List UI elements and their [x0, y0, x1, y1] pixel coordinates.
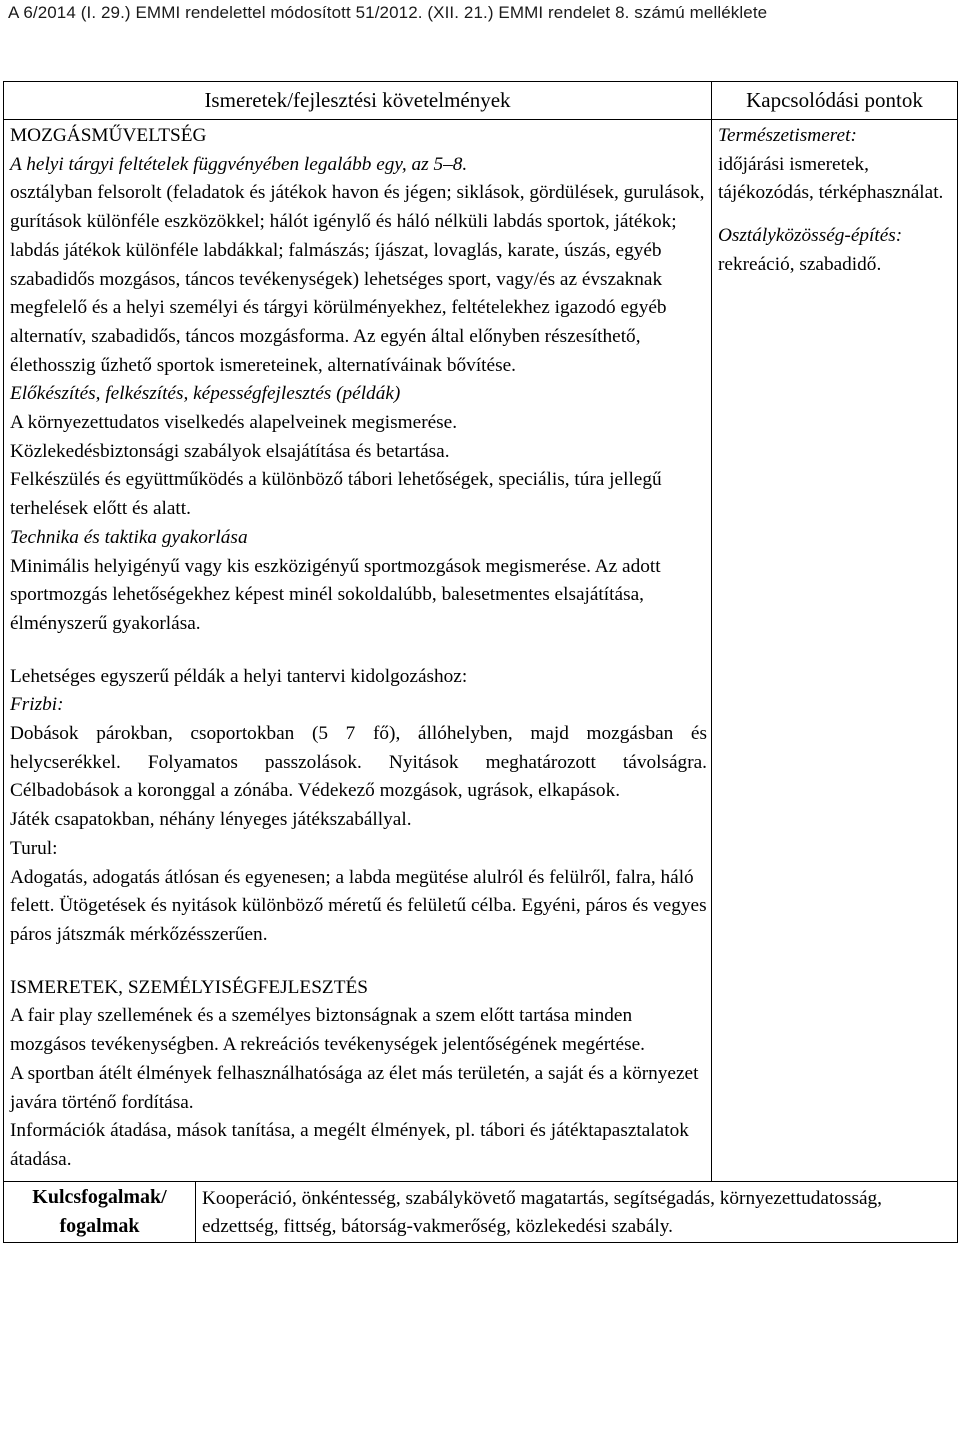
document-header: A 6/2014 (I. 29.) EMMI rendelettel módosított 51/2012. (XII. 21.) EMMI rendelet 8. számú melléklete — [8, 3, 768, 22]
subsection-title-technique: Technika és taktika gyakorlása — [10, 526, 248, 548]
curriculum-table — [3, 81, 958, 1243]
knowledge-paragraph: A fair play szellemének és a személyes biztonságnak a szem előtt tartása minden mozgásos tevékenységben. A rekreációs tevékenységek jelentőségének megértése. — [10, 1005, 645, 1056]
knowledge-paragraph: Információk átadása, mások tanítása, a megélt élmények, pl. tábori és játéktapasztalatok átadása. — [10, 1120, 689, 1170]
col-header-requirements: Ismeretek/fejlesztési követelmények — [4, 82, 712, 120]
turul-label: Turul: — [10, 837, 58, 859]
knowledge-title: ISMERETEK, SZEMÉLYISÉGFEJLESZTÉS — [10, 976, 368, 998]
frizbi-paragraph: Dobások párokban, csoportokban (5 7 fő), állóhelyben, majd mozgásban és helycserékkel. Folyamatos passzolások. Nyitások meghatározott távolságra. Célbadobások a koronggal a zónába. Védekező mozgások, ugrások, elkapások. — [10, 723, 707, 802]
intro-paragraph — [10, 151, 707, 381]
knowledge-paragraph: A sportban átélt élmények felhasználhatósága az élet más területén, a saját és a környezet javára történő fordítása. — [10, 1062, 699, 1113]
keywords-row — [4, 1181, 958, 1242]
preparation-paragraph: Felkészülés és együttműködés a különböző tábori lehetőségek, speciális, túra jellegű terhelések előtt és alatt. — [10, 469, 662, 520]
intro-text: osztályban felsorolt (feladatok és játékok havon és jégen; siklások, gördülések, gurulások, gurítások különféle eszközökkel; hálót igénylő és háló nélküli labdás sportok, játékok; labdás játékok különféle labdákkal; falmászás; íjászat, lovaglás, karate, úszás, egyéb szabadidős mozgásos, táncos tevékenységek) lehetséges sport, vagy/és az évszaknak megfelelő és a helyi személyi és tárgyi körülményekhez, feltételekhez igazodó egyéb alternatív, szabadidős, táncos mozgásforma. Az egyén által előnyben részesíthető, élethosszig űzhető sportok ismereteinek, alternatíváinak bővítése. — [10, 182, 705, 376]
frizbi-paragraph: Játék csapatokban, néhány lényeges játékszabállyal. — [10, 809, 412, 831]
requirements-cell — [4, 120, 712, 1182]
table-content-row — [4, 120, 958, 1182]
connection-text-science: időjárási ismeretek, tájékozódás, térképhasználat. — [718, 153, 944, 204]
keywords-label: Kulcsfogalmak/ fogalmak — [4, 1181, 196, 1242]
intro-italic: A helyi tárgyi feltételek függvényében legalább egy, az 5–8. — [10, 153, 468, 175]
section-title: MOZGÁSMŰVELTSÉG — [10, 125, 207, 146]
connection-label-science: Természetismeret: — [718, 125, 857, 146]
connection-community — [718, 222, 953, 279]
connections-cell — [712, 120, 958, 1182]
connection-text-community: rekreáció, szabadidő. — [718, 253, 882, 275]
subsection-title-preparation: Előkészítés, felkészítés, képességfejlesztés (példák) — [10, 383, 401, 405]
col-header-connections: Kapcsolódási pontok — [712, 82, 958, 120]
table-header-row — [4, 82, 958, 120]
examples-intro: Lehetséges egyszerű példák a helyi tantervi kidolgozáshoz: — [10, 665, 468, 687]
preparation-paragraph: A környezettudatos viselkedés alapelveinek megismerése. — [10, 412, 458, 434]
technique-paragraph: Minimális helyigényű vagy kis eszközigényű sportmozgások megismerése. Az adott sportmozgás lehetőségekhez képest minél sokoldalúbb, balesetmentes elsajátítása, élményszerű gyakorlása. — [10, 555, 661, 634]
keywords-text: Kooperáció, önkéntesség, szabálykövető magatartás, segítségadás, környezettudatosság, edzettség, fittség, bátorság-vakmerőség, közlekedési szabály. — [196, 1181, 958, 1242]
preparation-paragraph: Közlekedésbiztonsági szabályok elsajátítása és betartása. — [10, 440, 450, 462]
frizbi-label: Frizbi: — [10, 694, 64, 716]
connection-label-community: Osztályközösség-építés: — [718, 225, 903, 247]
turul-paragraph: Adogatás, adogatás átlósan és egyenesen; a labda megütése alulról és felülről, falra, háló felett. Ütögetések és nyitások különböző méretű és felületű célba. Egyéni, páros és vegyes páros játszmák mérkőzésszerűen. — [10, 866, 707, 945]
